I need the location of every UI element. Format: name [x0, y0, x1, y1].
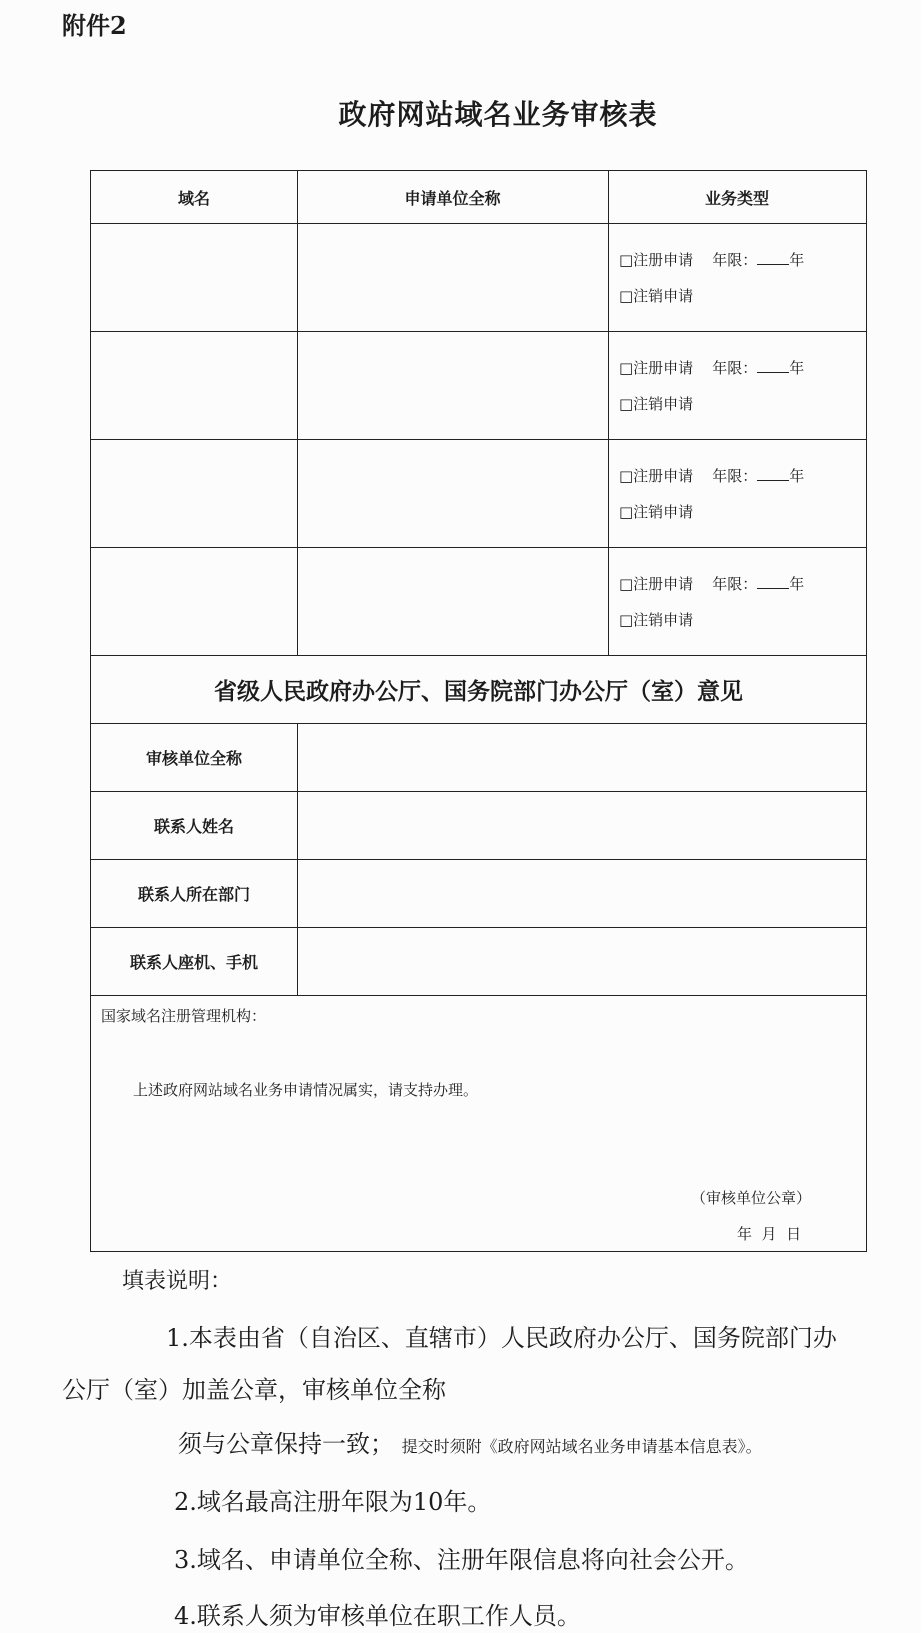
column-header-applicant: 申请单位全称 [404, 188, 501, 208]
statement-text: 上述政府网站域名业务申请情况属实，请支持办理。 [133, 1081, 479, 1099]
note-item-3: 3.域名、申请单位全称、注册年限信息将向社会公开。 [174, 1546, 749, 1574]
column-divider [608, 171, 609, 655]
opinion-heading: 省级人民政府办公厅、国务院部门办公厅（室）意见 [214, 678, 743, 705]
row-divider [91, 995, 866, 996]
note-item-1-line-2: 公厅（室）加盖公章，审核单位全称 [62, 1376, 446, 1404]
years-blank[interactable] [757, 574, 789, 589]
row-divider [91, 223, 866, 224]
column-divider [297, 723, 298, 995]
field-label-contact-name: 联系人姓名 [153, 816, 234, 836]
field-label-review-unit: 审核单位全称 [145, 748, 242, 768]
column-header-business-type: 业务类型 [704, 188, 769, 208]
register-option[interactable]: □注册申请 年限： 年 [619, 575, 805, 593]
column-header-domain: 域名 [177, 188, 210, 208]
row-divider [91, 439, 866, 440]
field-label-contact-phone: 联系人座机、手机 [129, 952, 258, 972]
seal-label: （审核单位公章） [691, 1189, 812, 1207]
years-blank[interactable] [757, 466, 789, 481]
note-item-4: 4.联系人须为审核单位在职工作人员。 [174, 1602, 581, 1630]
row-divider [91, 547, 866, 548]
attachment-label: 附件2 [62, 11, 127, 40]
date-label: 年 月 日 [737, 1225, 802, 1243]
note-item-1-line-3: 须与公章保持一致； 提交时须附《政府网站域名业务申请基本信息表》。 [178, 1430, 762, 1458]
note-item-1-line-1: 1.本表由省（自治区、直辖市）人民政府办公厅、国务院部门办 [166, 1324, 837, 1352]
notes-heading: 填表说明： [122, 1269, 233, 1294]
cancel-option[interactable]: □注销申请 [619, 395, 694, 413]
cancel-option[interactable]: □注销申请 [619, 503, 694, 521]
years-blank[interactable] [757, 358, 789, 373]
cancel-option[interactable]: □注销申请 [619, 287, 694, 305]
review-form-table [90, 170, 867, 1252]
years-blank[interactable] [757, 250, 789, 265]
register-option[interactable]: □注册申请 年限： 年 [619, 467, 805, 485]
registry-label: 国家域名注册管理机构： [101, 1007, 267, 1025]
field-label-contact-department: 联系人所在部门 [137, 884, 250, 904]
column-divider [297, 171, 298, 655]
cancel-option[interactable]: □注销申请 [619, 611, 694, 629]
row-divider [91, 331, 866, 332]
document-title: 政府网站域名业务审核表 [338, 98, 658, 131]
note-item-2: 2.域名最高注册年限为10年。 [174, 1488, 492, 1516]
register-option[interactable]: □注册申请 年限： 年 [619, 359, 805, 377]
register-option[interactable]: □注册申请 年限： 年 [619, 251, 805, 269]
